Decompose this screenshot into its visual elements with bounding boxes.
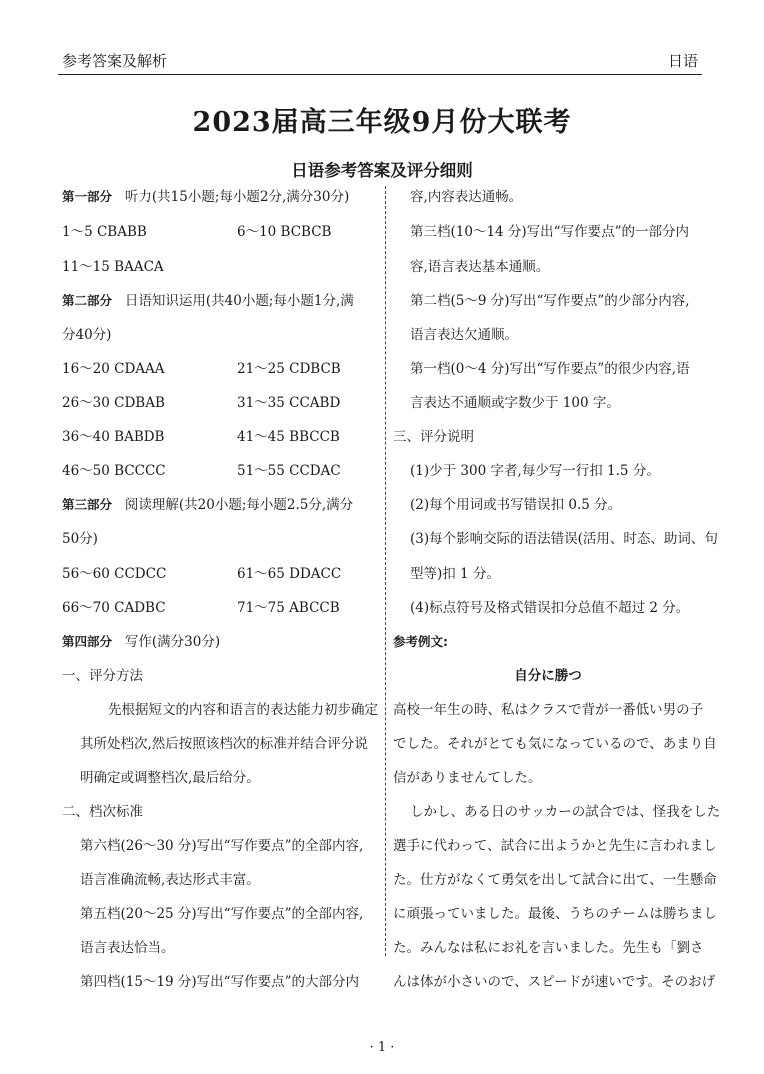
essay-line-8: た。みんなは私にお礼を言いました。先生も「劉さ bbox=[393, 940, 704, 956]
essay-line-9: んは体が小さいので、スピードが速いです。そのおげ bbox=[393, 974, 716, 990]
part3-heading bbox=[62, 496, 353, 514]
essay-line-7: に頑張っていました。最後、うちのチームは勝ちまし bbox=[393, 906, 717, 922]
note-2: (2)每个用词或书写错误扣 0.5 分。 bbox=[410, 497, 622, 513]
answer-61-65: 61～65 DDACC bbox=[237, 566, 342, 582]
answer-16-20: 16～20 CDAAA bbox=[62, 361, 165, 377]
header-rule bbox=[58, 74, 702, 75]
section1-line1: 先根据短文的内容和语言的表达能力初步确定 bbox=[108, 702, 378, 718]
part3-text: 阅读理解(共20小题;每小题2.5分,满分 bbox=[124, 497, 354, 513]
answer-46-50: 46～50 BCCCC bbox=[62, 463, 166, 479]
part4-heading bbox=[62, 633, 220, 651]
example-label: 参考例文: bbox=[393, 634, 448, 649]
part1-text: 听力(共15小题;每小题2分,满分30分) bbox=[124, 189, 350, 205]
grade4-line1: 第四档(15～19 分)写出“写作要点”的大部分内 bbox=[80, 974, 359, 990]
page-number: · 1 · bbox=[369, 1040, 395, 1055]
grade5-line1: 第五档(20～25 分)写出“写作要点”的全部内容, bbox=[80, 906, 364, 922]
part2-text: 日语知识运用(共40小题;每小题1分,满 bbox=[124, 293, 354, 309]
grade2-line2: 语言表达欠通顺。 bbox=[410, 327, 518, 343]
grade1-line1: 第一档(0～4 分)写出“写作要点”的很少内容,语 bbox=[410, 361, 690, 377]
essay-title: 自分に勝つ bbox=[514, 668, 582, 684]
part3-text-cont: 50分) bbox=[62, 531, 98, 547]
grade2-line1: 第二档(5～9 分)写出“写作要点”的少部分内容, bbox=[410, 293, 690, 309]
part3-label: 第三部分 bbox=[62, 497, 113, 512]
section1-line2: 其所处档次,然后按照该档次的标准并结合评分说 bbox=[80, 736, 368, 752]
essay-line-6: た。仕方がなくて勇気を出して試合に出て、一生懸命 bbox=[393, 872, 717, 888]
note-4: (4)标点符号及格式错误扣分总值不超过 2 分。 bbox=[410, 600, 690, 616]
page-subtitle: 日语参考答案及评分细则 bbox=[291, 161, 473, 180]
answer-71-75: 71～75 ABCCB bbox=[237, 600, 340, 616]
answer-41-45: 41～45 BBCCB bbox=[237, 429, 340, 445]
grade6-line2: 语言准确流畅,表达形式丰富。 bbox=[80, 872, 260, 888]
part2-label: 第二部分 bbox=[62, 293, 113, 308]
header-right: 日语 bbox=[667, 52, 698, 70]
answer-6-10: 6～10 BCBCB bbox=[237, 224, 332, 240]
answer-51-55: 51～55 CCDAC bbox=[237, 463, 341, 479]
section2-title: 二、档次标准 bbox=[62, 804, 143, 820]
essay-line-3: 信がありませんてした。 bbox=[393, 770, 542, 786]
essay-line-5: 選手に代わって、試合に出ようかと先生に言われまし bbox=[393, 838, 717, 854]
part1-label: 第一部分 bbox=[62, 189, 113, 204]
column-divider bbox=[385, 186, 386, 956]
header-left: 参考答案及解析 bbox=[62, 52, 168, 70]
essay-line-1: 高校一年生の時、私はクラスで背が一番低い男の子 bbox=[393, 702, 704, 718]
part1-heading bbox=[62, 188, 349, 206]
section1-line3: 明确定或调整档次,最后给分。 bbox=[80, 770, 260, 786]
note-3-line1: (3)每个影响交际的语法错误(活用、时态、助词、句 bbox=[410, 531, 718, 547]
grade4-line2: 容,内容表达通畅。 bbox=[410, 189, 523, 205]
answer-1-5: 1～5 CBABB bbox=[62, 224, 147, 240]
essay-line-4: しかし、ある日のサッカーの試合では、怪我をした bbox=[410, 804, 721, 820]
part2-text-cont: 分40分) bbox=[62, 327, 112, 343]
answer-21-25: 21～25 CDBCB bbox=[237, 361, 341, 377]
part4-text: 写作(满分30分) bbox=[124, 634, 221, 650]
grade5-line2: 语言表达恰当。 bbox=[80, 940, 175, 956]
answer-36-40: 36～40 BABDB bbox=[62, 429, 165, 445]
answer-56-60: 56～60 CCDCC bbox=[62, 566, 167, 582]
section1-title: 一、评分方法 bbox=[62, 668, 143, 684]
answer-31-35: 31～35 CCABD bbox=[237, 395, 341, 411]
answer-26-30: 26～30 CDBAB bbox=[62, 395, 165, 411]
part4-label: 第四部分 bbox=[62, 634, 113, 649]
grade3-line1: 第三档(10～14 分)写出“写作要点”的一部分内 bbox=[410, 224, 689, 240]
answer-66-70: 66～70 CADBC bbox=[62, 600, 166, 616]
grade6-line1: 第六档(26～30 分)写出“写作要点”的全部内容, bbox=[80, 838, 364, 854]
grade3-line2: 容,语言表达基本通顺。 bbox=[410, 259, 550, 275]
essay-line-2: でした。それがとても気になっているので、あまり自 bbox=[393, 736, 717, 752]
part2-heading bbox=[62, 292, 354, 310]
note-1: (1)少于 300 字者,每少写一行扣 1.5 分。 bbox=[410, 463, 660, 479]
note-3-line2: 型等)扣 1 分。 bbox=[410, 566, 500, 582]
section3-title: 三、评分说明 bbox=[393, 429, 474, 445]
grade1-line2: 言表达不通顺或字数少于 100 字。 bbox=[410, 395, 620, 411]
answer-11-15: 11～15 BAACA bbox=[62, 259, 164, 275]
page-title: 2023届高三年级9月份大联考 bbox=[192, 107, 572, 138]
